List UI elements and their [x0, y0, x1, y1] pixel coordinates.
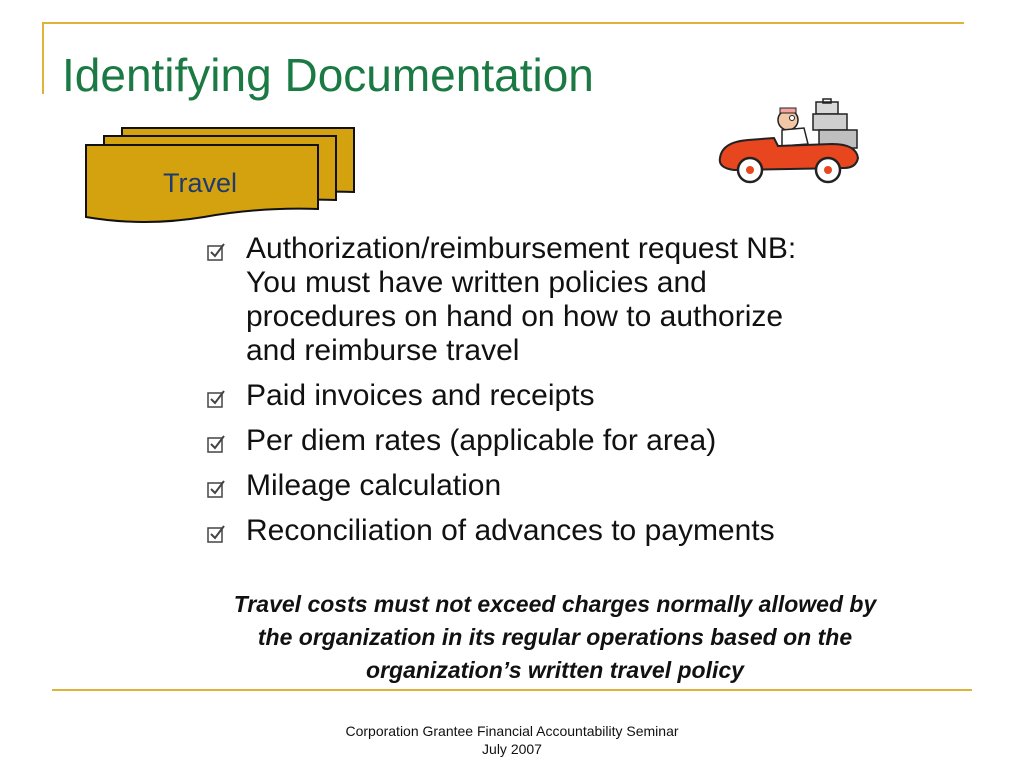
list-item-line: and reimburse travel	[246, 334, 520, 367]
list-item	[204, 379, 984, 413]
list-item-line: Mileage calculation	[246, 469, 502, 502]
policy-note-line: the organization in its regular operations based on the	[257, 624, 853, 650]
list-item	[204, 469, 984, 503]
checkbox-checked-icon	[206, 242, 226, 262]
left-rule	[42, 22, 44, 94]
list-item-line: Authorization/reimbursement request NB:	[246, 232, 797, 265]
list-item-line: You must have written policies and	[246, 266, 707, 299]
slide-footer	[0, 722, 1024, 758]
travel-tab-stack	[84, 126, 359, 230]
list-item-line: procedures on hand on how to authorize	[246, 300, 784, 333]
footer-date: July 2007	[482, 741, 542, 757]
list-item-line: Paid invoices and receipts	[246, 379, 595, 412]
checkbox-checked-icon	[206, 434, 226, 454]
checkbox-checked-icon	[206, 479, 226, 499]
policy-note-line: organization’s written travel policy	[366, 657, 744, 683]
checkbox-checked-icon	[206, 524, 226, 544]
slide-title: Identifying Documentation	[62, 49, 594, 101]
list-item-line: Reconciliation of advances to payments	[246, 514, 775, 547]
list-item	[204, 232, 984, 368]
list-item	[204, 514, 984, 548]
policy-note	[140, 588, 970, 687]
checkbox-checked-icon	[206, 389, 226, 409]
policy-note-line: Travel costs must not exceed charges normally allowed by	[233, 591, 877, 617]
list-item	[204, 424, 984, 458]
top-rule	[44, 22, 964, 24]
bottom-rule	[52, 689, 972, 691]
documentation-checklist	[204, 232, 984, 559]
travel-tab-label: Travel	[162, 168, 237, 198]
list-item-line: Per diem rates (applicable for area)	[246, 424, 717, 457]
footer-seminar-name: Corporation Grantee Financial Accountability Seminar	[345, 723, 679, 739]
car-with-luggage-icon	[712, 98, 864, 184]
